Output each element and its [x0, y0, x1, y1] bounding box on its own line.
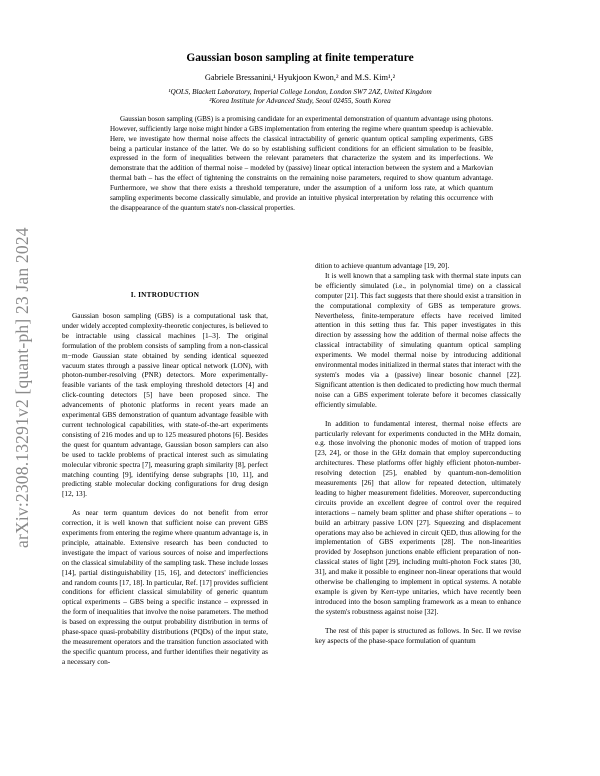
author-list: Gabriele Bressanini,¹ Hyukjoon Kwon,² and M.S. Kim¹,²	[204, 73, 396, 82]
affiliation-2: ²Korea Institute for Advanced Study, Seoul 02455, South Korea	[209, 97, 391, 105]
paragraph: As near term quantum devices do not benefit from error correction, it is well known that sufficient noise can prevent GBS experiments from entering the regime where quantum advantage is, in principle, attainable. Extensive research has been conducted to investigate the impact of various sources of noise and imperfections on the classical simulability of the sampling task. These include losses [14], partial distinguishability [15, 16], and detectors' inefficiencies and random counts [17, 18]. In particular, Ref. [17] provides sufficient conditions for efficient classical simulability of generic quantum optical experiments – GBS being a specific instance – expressed in the form of inequalities that involve the noise parameters. The method is based on expressing the output probability distribution in terms of phase-space quasi-probability distributions (PQDs) of the input state, the measurement operators and the transition function associated with the specific quantum process, and further identifies their negativity as a necessary con-	[62, 508, 268, 666]
section-heading-introduction: I. INTRODUCTION	[130, 291, 200, 299]
abstract: Gaussian boson sampling (GBS) is a promising candidate for an experimental demonstration of quantum advantage using photons. However, sufficiently large noise might hinder a GBS implementation from entering the regime where quantum speedup is achievable. Here, we investigate how thermal noise affects the classical intractability of generic quantum optical sampling experiments, GBS being a particular instance of the latter. We do so by establishing sufficient conditions for an efficient simulation to be feasible, expressed in the form of inequalities between the relevant parameters that characterize the system and its imperfections. We demonstrate that the addition of thermal noise – modeled by (passive) linear optical interaction between the system and a Markovian thermal bath – has the effect of tightening the constraints on the remaining noise parameters, required to show quantum advantage. Furthermore, we show that there exists a threshold temperature, under the assumption of a uniform loss rate, at which quantum sampling experiments become classically simulable, and provide an intuitive physical interpretation by relating this occurrence with the disappearance of the quantum state's non-classical properties.	[110, 115, 493, 212]
paragraph: It is well known that a sampling task with thermal state inputs can be efficiently simulated (i.e., in polynomial time) on a classical computer [21]. This fact suggests that there should exist a transition in the computational complexity of GBS as temperature grows. Nevertheless, finite-temperature effects have received limited attention in this setting thus far. This paper investigates in this direction by assessing how the addition of thermal noise affects the classical intractability of simulating quantum optical sampling experiments. We model thermal noise by introducing additional environmental modes initialized in thermal states that interact with the system's modes via a (passive) linear bosonic channel [22]. Significant attention is then dedicated to predicting how much thermal noise can a GBS experiment tolerate before it becomes classically efficiently simulable.	[315, 270, 521, 409]
paragraph: In addition to fundamental interest, thermal noise effects are particularly relevant for experiments conducted in the MHz domain, e.g. those involving the phononic modes of motion of trapped ions [23, 24], or those in the GHz domain that employ superconducting architectures. These platforms offer highly efficient photon-number-resolving detection [25], enabled by quantum-non-demolition measurements [26] that allow for repeated detection, ultimately leading to higher measurement fidelities. Moreover, superconducting circuits provide an excellent degree of control over the required interactions – namely beam splitter and phase shifter operations – to build an arbitrary passive LON [27]. Squeezing and displacement operations may also be achieved in circuit QED, thus allowing for the implementation of GBS experiments [28]. The non-linearities provided by Josephson junctions enable efficient preparation of non-classical states of light [29], including multi-photon Fock states [30, 31], and make it possible to engineer non-linear operations that would otherwise be challenging to implement in optical systems. A notable example is given by Kerr-type unitaries, which have recently been introduced into the boson sampling framework as a mean to enhance the system's robustness against noise [32].	[315, 418, 521, 616]
arxiv-identifier[interactable]: arXiv:2308.13291v2 [quant-ph] 23 Jan 2024	[12, 227, 32, 548]
affiliation-1: ¹QOLS, Blackett Laboratory, Imperial College London, London SW7 2AZ, United Kingdom	[168, 88, 432, 96]
arxiv-sidebar-stamp	[12, 218, 32, 548]
paper-title: Gaussian boson sampling at finite temperature	[186, 52, 414, 64]
paragraph: Gaussian boson sampling (GBS) is a computational task that, under widely accepted complexity-theoretic conjectures, is believed to be intractable using classical machines [1–3]. The original formulation of the problem consists of sampling from a non-classical m−mode Gaussian state obtained by sending identical squeezed vacuum states through a passive linear optical network (LON), with photon-number-resolving (PNR) detectors. More experimentally-feasible variants of the task employing threshold detectors [4] and click-counting detectors [5] have been proposed since. The advancements of photonic platforms in recent years made an experimental GBS demonstration of quantum advantage feasible with current technological capabilities, with state-of-the-art experiments consisting of 216 modes and up to 125 measured photons [6]. Besides the quest for quantum advantage, Gaussian boson samplers can also be used to tackle problems of practical interest such as simulating molecular vibronic spectra [7], measuring graph similarity [8], perfect matching counting [9], identifying dense subgraphs [10, 11], and predicting stable molecular docking configurations for drug design [12, 13].	[62, 311, 268, 499]
right-column	[315, 261, 521, 766]
paragraph: The rest of this paper is structured as follows. In Sec. II we revise key aspects of the phase-space formulation of quantum	[315, 625, 521, 645]
paragraph: dition to achieve quantum advantage [19, 20].	[315, 261, 450, 270]
left-column	[62, 311, 268, 766]
